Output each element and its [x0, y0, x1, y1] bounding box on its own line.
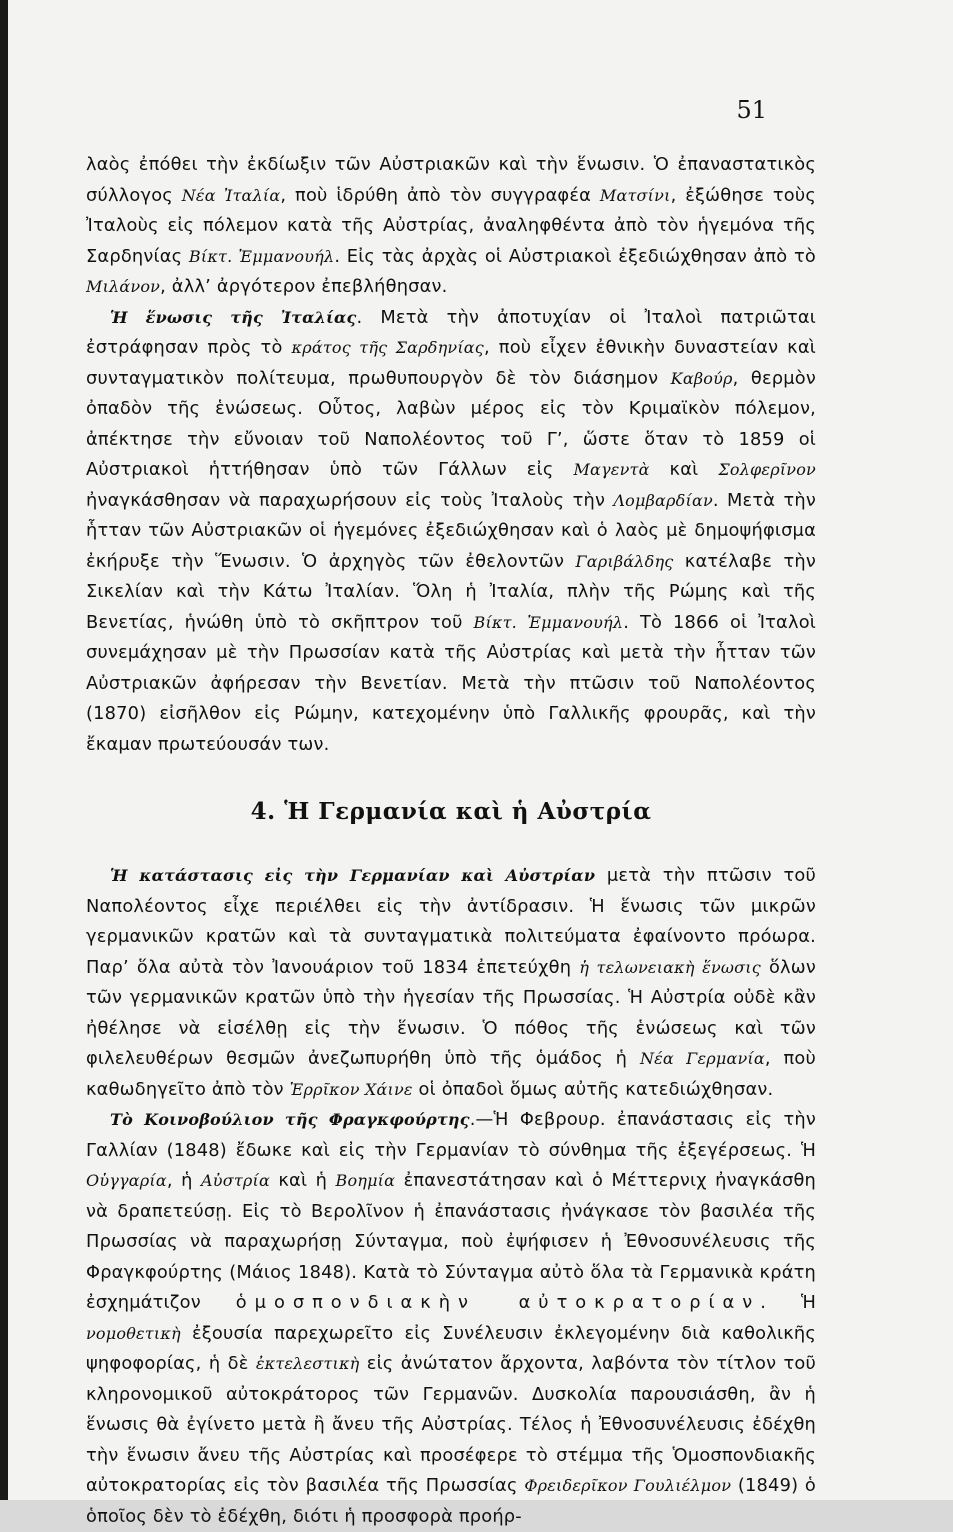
- emphasis: νομοθετικὴ: [86, 1323, 181, 1343]
- paragraph-title: Ἡ ἕνωσις τῆς Ἰταλίας: [110, 307, 357, 327]
- emphasis: Βίκτ. Ἐμμανουήλ: [473, 612, 624, 632]
- emphasis: Γαριβάλδης: [575, 551, 674, 571]
- paragraph-italian-unification: [86, 303, 816, 761]
- text-span: οἱ ὀπαδοὶ ὅμως αὐτῆς κατεδιώχθησαν.: [412, 1078, 774, 1100]
- emphasis: Φρειδερῖκον Γουλιέλμον: [524, 1476, 732, 1495]
- text-span: , ποὺ καθωδηγεῖτο ἀπὸ τὸν: [86, 1048, 816, 1100]
- spaced-emphasis: ὁμοσπονδιακὴν αὐτοκρατορίαν: [235, 1292, 761, 1313]
- text-span: , θερμὸν ὀπαδὸν τῆς ἑνώσεως. Οὗτος, λαβὼν μέρος εἰς τὸν Κριμαϊκὸν πόλεμον, ἀπέκτησε τὴν εὔνοιαν τοῦ Ναπολέοντος τοῦ Γ’, ὥστε ὅταν τὸ 1859 οἱ Αὐστριακοὶ ἡττήθησαν ὑπὸ τῶν Γάλλων εἰς: [86, 367, 816, 480]
- text-span: ἐξουσία παρεχωρεῖτο εἰς Συνέλευσιν ἐκλεγομένην διὰ καθολικῆς ψηφοφορίας, ἡ δὲ: [86, 1322, 816, 1374]
- text-span: . Μετὰ τὴν ἀποτυχίαν οἱ Ἰταλοὶ πατριῶται ἐστράφησαν πρὸς τὸ: [86, 306, 816, 358]
- text-span: . Μετὰ τὴν ἧτταν τῶν Αὐστριακῶν οἱ ἡγεμόνες ἐξεδιώχθησαν καὶ ὁ λαὸς μὲ δημοψήφισμα ἐκήρυξε τὴν Ἕνωσιν. Ὁ ἀρχηγὸς τῶν ἐθελοντῶν: [86, 489, 816, 572]
- text-span: . Ἡ: [760, 1292, 817, 1313]
- emphasis: Μιλάνον: [86, 277, 161, 296]
- paragraph-italy-revolution: [86, 150, 816, 303]
- emphasis: Καβούρ: [670, 368, 733, 388]
- text-span: , ἐξώθησε τοὺς Ἰταλοὺς εἰς πόλεμον κατὰ τῆς Αὐστρίας, ἀναληφθέντα ἀπὸ τὸν ἡγεμόνα τῆς Σαρδηνίας: [86, 184, 816, 267]
- text-span: εἰς ἀνώτατον ἄρχοντα, λαβόντα τὸν τίτλον τοῦ κληρονομικοῦ αὐτοκράτορος τῶν Γερμανῶν. Δυσκολία παρουσιάσθη, ἂν ἡ ἕνωσις θὰ ἐγίνετο μετὰ ἢ ἄνευ τῆς Αὐστρίας. Τέλος ἡ Ἐθνοσυνέλευσις ἐδέχθη τὴν ἕνωσιν ἄνευ τῆς Αὐστρίας καὶ προσέφερε τὸ στέμμα τῆς Ὁμοσπονδιακῆς αὐτοκρατορίας εἰς τὸν βασιλέα τῆς Πρωσσίας: [86, 1353, 816, 1496]
- emphasis: Λομβαρδίαν: [613, 490, 713, 510]
- text-span: καὶ ἡ: [269, 1170, 336, 1191]
- text-span: λαὸς ἐπόθει τὴν ἐκδίωξιν τῶν Αὐστριακῶν καὶ τὴν ἕνωσιν. Ὁ ἐπαναστατικὸς σύλλογος: [86, 154, 816, 206]
- emphasis: Βοημία: [335, 1171, 396, 1190]
- emphasis: Αὐστρία: [201, 1171, 270, 1190]
- emphasis: κράτος τῆς Σαρδηνίας: [291, 338, 484, 357]
- page-body: [86, 150, 816, 1532]
- emphasis: Νέα Ἰταλία: [181, 185, 281, 205]
- emphasis: Νέα Γερμανία: [639, 1049, 765, 1068]
- text-span: .—Ἡ Φεβρουρ. ἐπανάστασις εἰς τὴν Γαλλίαν (1848) ἔδωκε καὶ εἰς τὴν Γερμανίαν τὸ σύνθημα τῆς ἐξεγέρσεως. Ἡ: [86, 1109, 816, 1161]
- text-span: , ἡ: [166, 1170, 202, 1191]
- paragraph-germany-austria: [86, 861, 816, 1105]
- emphasis: Οὑγγαρία: [86, 1171, 167, 1190]
- text-span: , ποὺ εἶχεν ἐθνικὴν δυναστείαν καὶ συνταγματικὸν πολίτευμα, πρωθυπουργὸν δὲ τὸν διάσημον: [86, 337, 816, 389]
- text-span: , ἀλλ’ ἀργότερον ἐπεβλήθησαν.: [160, 276, 448, 297]
- section-heading: 4. Ἡ Γερμανία καὶ ἡ Αὐστρία: [250, 798, 652, 825]
- text-span: κατέλαβε τὴν Σικελίαν καὶ τὴν Κάτω Ἰταλίαν. Ὅλη ἡ Ἰταλία, πλὴν τῆς Ρώμης καὶ τῆς Βενετίας, ἡνώθη ὑπὸ τὸ σκῆπτρον τοῦ: [86, 550, 816, 633]
- paragraph-frankfurt-parliament: [86, 1105, 816, 1532]
- text-span: , ποὺ ἱδρύθη ἀπὸ τὸν συγγραφέα: [280, 184, 600, 206]
- text-span: ἐπανεστάτησαν καὶ ὁ Μέττερνιχ ἠναγκάσθη νὰ δραπετεύσῃ. Εἰς τὸ Βερολῖνον ἡ ἐπανάστασις ἠνάγκασε τὸν βασιλέα τῆς Πρωσσίας νὰ παραχωρήσῃ Σύνταγμα, ποὺ ἐψήφισεν ἡ Ἐθνοσυνέλευσις τῆς Φραγκφούρτης (Μάιος 1848). Κατὰ τὸ Σύνταγμα αὐτὸ ὅλα τὰ Γερμανικὰ κράτη ἐσχημάτιζον: [86, 1170, 817, 1313]
- text-span: . Εἰς τὰς ἀρχὰς οἱ Αὐστριακοὶ ἐξεδιώχθησαν ἀπὸ τὸ: [334, 245, 816, 267]
- emphasis: Μαγεντὰ: [573, 460, 650, 479]
- page-number: 51: [736, 96, 767, 124]
- emphasis: Ἐρρῖκον Χάινε: [289, 1079, 413, 1099]
- emphasis: Ματσίνι: [599, 185, 671, 205]
- emphasis: ἐκτελεστικὴ: [255, 1354, 360, 1373]
- emphasis: ἡ τελωνειακὴ ἕνωσις: [579, 957, 761, 977]
- paragraph-title: Τὸ Κοινοβούλιον τῆς Φραγκφούρτης: [110, 1110, 470, 1129]
- emphasis: Βίκτ. Ἐμμανουήλ: [188, 246, 335, 266]
- text-span: μετὰ τὴν πτῶσιν τοῦ Ναπολέοντος εἶχε περιέλθει εἰς τὴν ἀντίδρασιν. Ἡ ἕνωσις τῶν μικρῶν γερμανικῶν κρατῶν καὶ τὰ συνταγματικὰ πολιτεύματα ἐφαίνοντο πρόωρα. Παρ’ ὅλα αὐτὰ τὸν Ἰανουάριον τοῦ 1834 ἐπετεύχθη: [86, 865, 816, 978]
- text-span: (1849) ὁ ὁποῖος δὲν τὸ ἐδέχθη, διότι ἡ προσφορὰ προήρ-: [86, 1475, 817, 1527]
- text-span: ἠναγκάσθησαν νὰ παραχωρήσουν εἰς τοὺς Ἰταλοὺς τὴν: [86, 489, 614, 511]
- emphasis: Σολφερῖνον: [718, 460, 816, 479]
- text-span: ὅλων τῶν γερμανικῶν κρατῶν ὑπὸ τὴν ἡγεσίαν τῆς Πρωσσίας. Ἡ Αὐστρία οὐδὲ κἂν ἠθέλησε νὰ εἰσέλθῃ εἰς τὴν ἕνωσιν. Ὁ πόθος τῆς ἑνώσεως καὶ τῶν φιλελευθέρων θεσμῶν ἀνεζωπυρήθη ὑπὸ τῆς ὁμάδος ἡ: [86, 956, 816, 1069]
- text-span: καὶ: [649, 459, 719, 480]
- paragraph-title: Ἡ κατάστασις εἰς τὴν Γερμανίαν καὶ Αὐστρίαν: [110, 866, 596, 885]
- text-span: . Τὸ 1866 οἱ Ἰταλοὶ συνεμάχησαν μὲ τὴν Πρωσσίαν κατὰ τῆς Αὐστρίας καὶ μετὰ τὴν ἧτταν τῶν Αὐστριακῶν ἀφήρεσαν τὴν Βενετίαν. Μετὰ τὴν πτῶσιν τοῦ Ναπολέοντος (1870) εἰσῆλθον εἰς Ρώμην, κατεχομένην ὑπὸ Γαλλικῆς φρουρᾶς, καὶ τὴν ἔκαμαν πρωτεύουσάν των.: [86, 611, 816, 755]
